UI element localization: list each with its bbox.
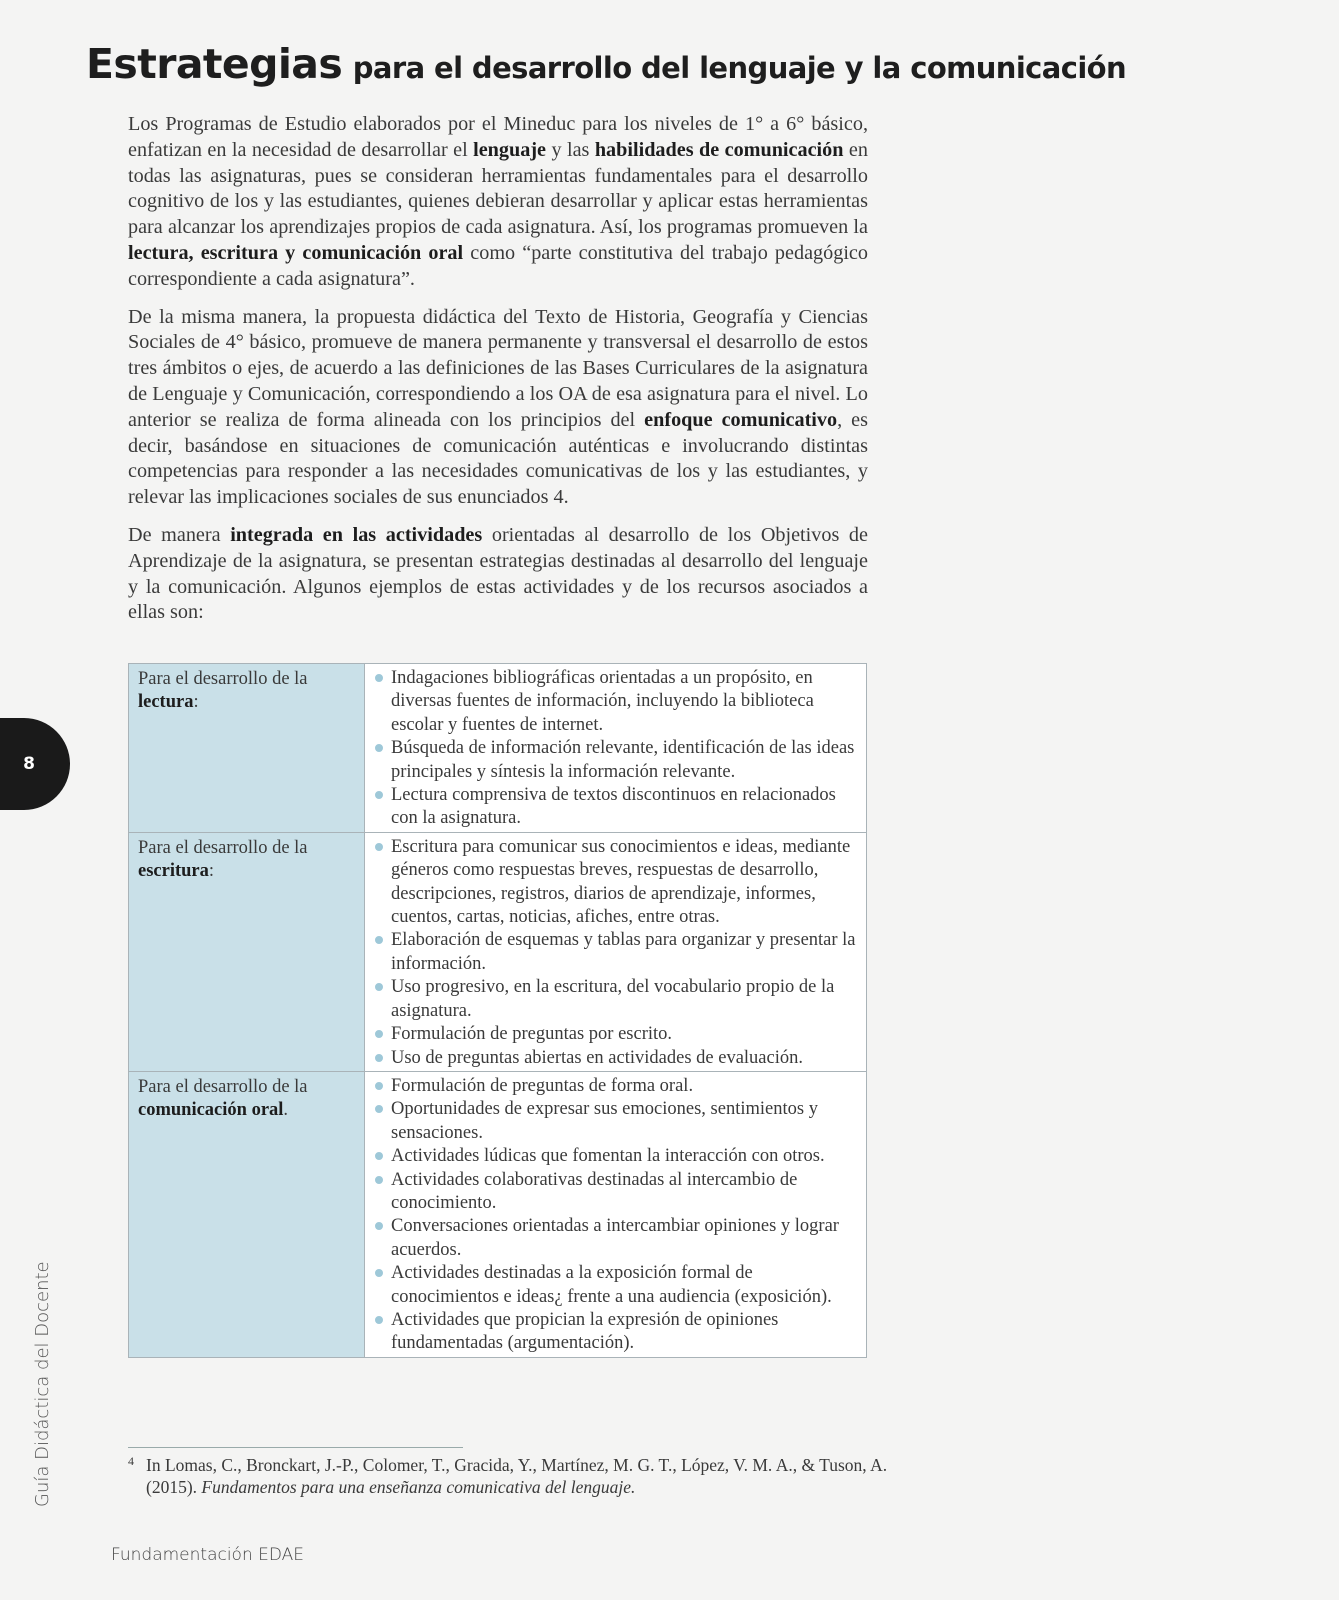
activities-cell bbox=[365, 832, 867, 1071]
bold-text: integrada en las actividades bbox=[230, 523, 483, 546]
list-item: Actividades colaborativas destinadas al intercambio de conocimiento. bbox=[373, 1169, 862, 1216]
list-item: Escritura para comunicar sus conocimientos e ideas, mediante géneros como respuestas breves, respuestas de desarrollo, descripciones, registros, diarios de aprendizaje, informes, cuentos, cartas, noticias, afiches, entre otras. bbox=[373, 836, 862, 930]
text-run: Los Programas de Estudio elaborados por el Mineduc para los niveles de 1° a 6° básico, enfatizan en la necesidad de desarrollar el bbox=[128, 113, 868, 161]
bold-text: lenguaje bbox=[473, 138, 547, 161]
activity-list bbox=[373, 836, 862, 1070]
list-item: Conversaciones orientadas a intercambiar opiniones y lograr acuerdos. bbox=[373, 1215, 862, 1262]
activity-list bbox=[373, 1075, 862, 1356]
list-item: Elaboración de esquemas y tablas para organizar y presentar la información. bbox=[373, 929, 862, 976]
category-cell bbox=[129, 1071, 365, 1357]
page-title bbox=[86, 40, 1126, 88]
footnote bbox=[128, 1454, 888, 1498]
text-run: como “parte constitutiva del trabajo pedagógico correspondiente a cada asignatura”. bbox=[128, 241, 868, 290]
list-item: Uso progresivo, en la escritura, del vocabulario propio de la asignatura. bbox=[373, 976, 862, 1023]
activities-cell bbox=[365, 664, 867, 833]
category-prefix: Para el desarrollo de la bbox=[138, 837, 308, 858]
list-item: Actividades destinadas a la exposición formal de conocimientos e ideas¿ frente a una audiencia (exposición). bbox=[373, 1262, 862, 1309]
page-number: 8 bbox=[23, 754, 35, 774]
body-text bbox=[128, 112, 868, 638]
paragraph-3 bbox=[128, 523, 868, 626]
title-main: Estrategias bbox=[86, 40, 343, 88]
footnote-citation: In Lomas, C., Bronckart, J.-P., Colomer, T., Gracida, Y., Martínez, M. G. T., López, V. M. A., & Tuson, A. (2015). bbox=[146, 1455, 888, 1497]
list-item: Indagaciones bibliográficas orientadas a un propósito, en diversas fuentes de información, incluyendo la biblioteca escolar y fuentes de internet. bbox=[373, 667, 862, 737]
activities-table-body bbox=[129, 664, 867, 1358]
list-item: Lectura comprensiva de textos discontinuos en relacionados con la asignatura. bbox=[373, 784, 862, 831]
category-cell bbox=[129, 832, 365, 1071]
list-item: Formulación de preguntas por escrito. bbox=[373, 1023, 862, 1046]
text-run: De la misma manera, la propuesta didáctica del Texto de Historia, Geografía y Ciencias Sociales de 4° básico, promueve de manera permanente y transversal el desarrollo de estos tres ámbitos o ejes, de acuerdo a las definiciones de las Bases Curriculares de la asignatura de Lenguaje y Comunicación, correspondiendo a los OA de esa asignatura para el nivel. Lo anterior se realiza de forma alineada con los principios del bbox=[128, 305, 868, 431]
text-run: , es decir, basándose en situaciones de comunicación auténticas e involucrando distintas competencias para responder a las necesidades comunicativas de los y las estudiantes, y relevar las implicaciones sociales de sus enunciados 4. bbox=[128, 408, 868, 509]
category-suffix: . bbox=[283, 1100, 289, 1121]
footer-label: Fundamentación EDAE bbox=[111, 1545, 305, 1565]
table-row bbox=[129, 664, 867, 833]
list-item: Formulación de preguntas de forma oral. bbox=[373, 1075, 862, 1098]
bold-text: enfoque comunicativo bbox=[644, 408, 838, 431]
category-prefix: Para el desarrollo de la bbox=[138, 669, 308, 689]
list-item: Oportunidades de expresar sus emociones, sentimientos y sensaciones. bbox=[373, 1098, 862, 1145]
list-item: Uso de preguntas abiertas en actividades de evaluación. bbox=[373, 1047, 862, 1070]
bold-text: habilidades de comunicación bbox=[594, 138, 844, 161]
footnote-divider bbox=[128, 1447, 463, 1448]
activities-cell bbox=[365, 1071, 867, 1357]
page-number-tab bbox=[0, 718, 70, 810]
text-run: y las bbox=[546, 138, 595, 161]
footnote-text bbox=[146, 1454, 888, 1498]
table-row bbox=[129, 832, 867, 1071]
text-run: orientadas al desarrollo de los Objetivos de Aprendizaje de la asignatura, se presentan estrategias destinadas al desarrollo del lenguaje y la comunicación. Algunos ejemplos de estas actividades y de los recursos asociados a ellas son: bbox=[128, 523, 868, 624]
category-cell bbox=[129, 664, 365, 833]
side-label: Guía Didáctica del Docente bbox=[32, 1261, 53, 1507]
title-rest: para el desarrollo del lenguaje y la comunicación bbox=[352, 51, 1127, 85]
list-item: Búsqueda de información relevante, identificación de las ideas principales y síntesis la información relevante. bbox=[373, 737, 862, 784]
list-item: Actividades lúdicas que fomentan la interacción con otros. bbox=[373, 1145, 862, 1168]
activity-list bbox=[373, 667, 862, 831]
category-prefix: Para el desarrollo de la bbox=[138, 1076, 308, 1097]
paragraph-1 bbox=[128, 112, 868, 293]
paragraph-2 bbox=[128, 305, 868, 511]
activities-table bbox=[128, 663, 867, 1358]
footnote-mark: 4 bbox=[128, 1454, 134, 1468]
list-item: Actividades que propician la expresión de opiniones fundamentadas (argumentación). bbox=[373, 1309, 862, 1356]
table-row bbox=[129, 1071, 867, 1357]
category-skill: escritura bbox=[138, 861, 209, 882]
category-skill: lectura bbox=[138, 692, 194, 713]
category-suffix: : bbox=[208, 861, 215, 882]
footnote-title: Fundamentos para una enseñanza comunicativa del lenguaje. bbox=[201, 1477, 636, 1497]
category-skill: comunicación oral bbox=[138, 1100, 284, 1121]
category-suffix: : bbox=[193, 692, 199, 713]
bold-text: lectura, escritura y comunicación oral bbox=[128, 241, 464, 264]
text-run: De manera bbox=[128, 523, 231, 546]
text-run: en todas las asignaturas, pues se consideran herramientas fundamentales para el desarrollo cognitivo de los y las estudiantes, quienes debieran desarrollar y aplicar estas herramientas para alcanzar los aprendizajes propios de cada asignatura. Así, los programas promueven la bbox=[128, 138, 868, 239]
